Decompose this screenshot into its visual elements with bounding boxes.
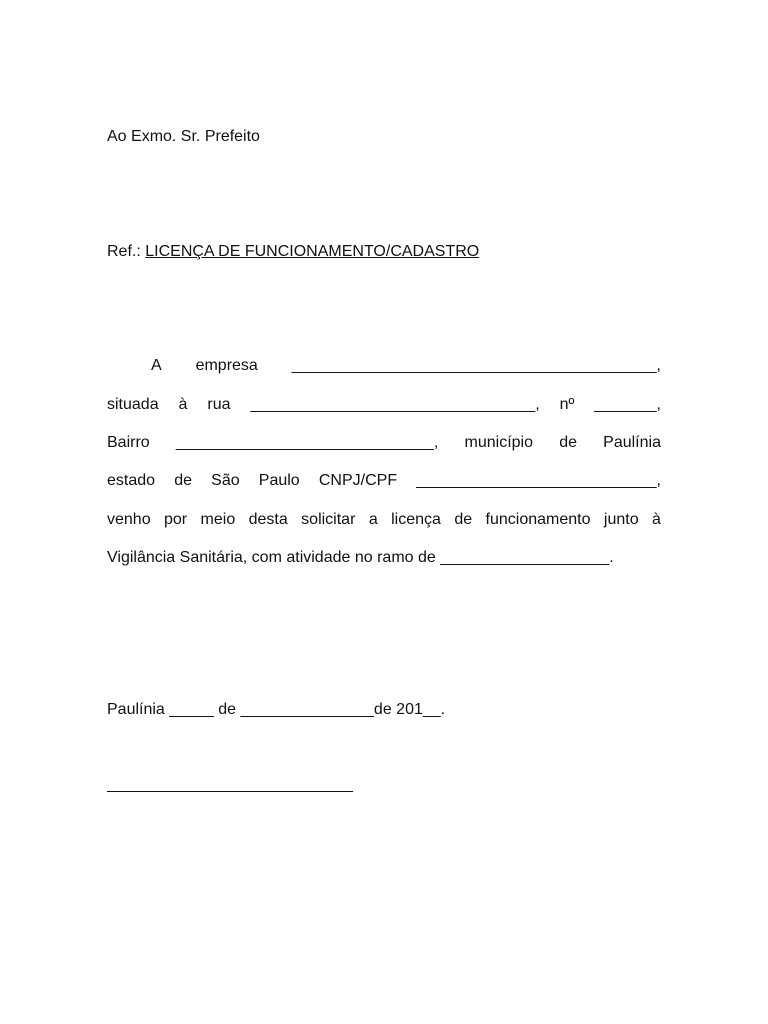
body-word: junto <box>603 511 639 528</box>
body-word: São <box>211 472 240 489</box>
body-word: de <box>454 511 473 528</box>
body-word: CNPJ/CPF <box>318 472 398 489</box>
body-word: situada <box>107 396 159 413</box>
reference-prefix: Ref.: <box>107 243 141 260</box>
body-word: à <box>178 396 188 413</box>
body-word: venho <box>107 511 151 528</box>
street-blank: ________________________________, <box>250 396 540 413</box>
signature-line <box>107 791 353 792</box>
body-line-1 <box>151 356 661 376</box>
district-blank: _____________________________, <box>175 434 439 451</box>
body-word: estado <box>107 472 156 489</box>
body-word: rua <box>207 396 231 413</box>
body-word: meio <box>200 511 236 528</box>
body-word: a <box>368 511 378 528</box>
body-line-6: Vigilância Sanitária, com atividade no ramo de ___________________. <box>107 549 614 566</box>
body-word: solicitar <box>301 511 356 528</box>
company-name-blank: _________________________________________, <box>291 357 661 374</box>
body-word: Paulínia <box>603 434 661 451</box>
body-word: licença <box>391 511 441 528</box>
number-blank: _______, <box>594 396 661 413</box>
salutation: Ao Exmo. Sr. Prefeito <box>107 128 260 145</box>
reference-subject: LICENÇA DE FUNCIONAMENTO/CADASTRO <box>145 243 480 260</box>
body-word: Bairro <box>107 434 150 451</box>
body-line-4 <box>107 471 661 491</box>
body-line-2 <box>107 395 661 415</box>
body-word: desta <box>248 511 288 528</box>
body-word: empresa <box>195 357 258 374</box>
date-line: Paulínia _____ de _______________de 201__. <box>107 701 446 718</box>
body-word: funcionamento <box>485 511 591 528</box>
body-word: por <box>164 511 188 528</box>
body-word: município <box>464 434 534 451</box>
body-line-3 <box>107 433 661 453</box>
body-line-5 <box>107 510 661 530</box>
cnpj-cpf-blank: ___________________________, <box>416 472 661 489</box>
body-word: à <box>652 511 661 528</box>
reference-line <box>107 242 479 262</box>
body-word: Paulo <box>258 472 300 489</box>
body-word: nº <box>559 396 575 413</box>
body-word: A <box>151 357 162 374</box>
body-word: de <box>174 472 192 489</box>
body-word: de <box>559 434 577 451</box>
